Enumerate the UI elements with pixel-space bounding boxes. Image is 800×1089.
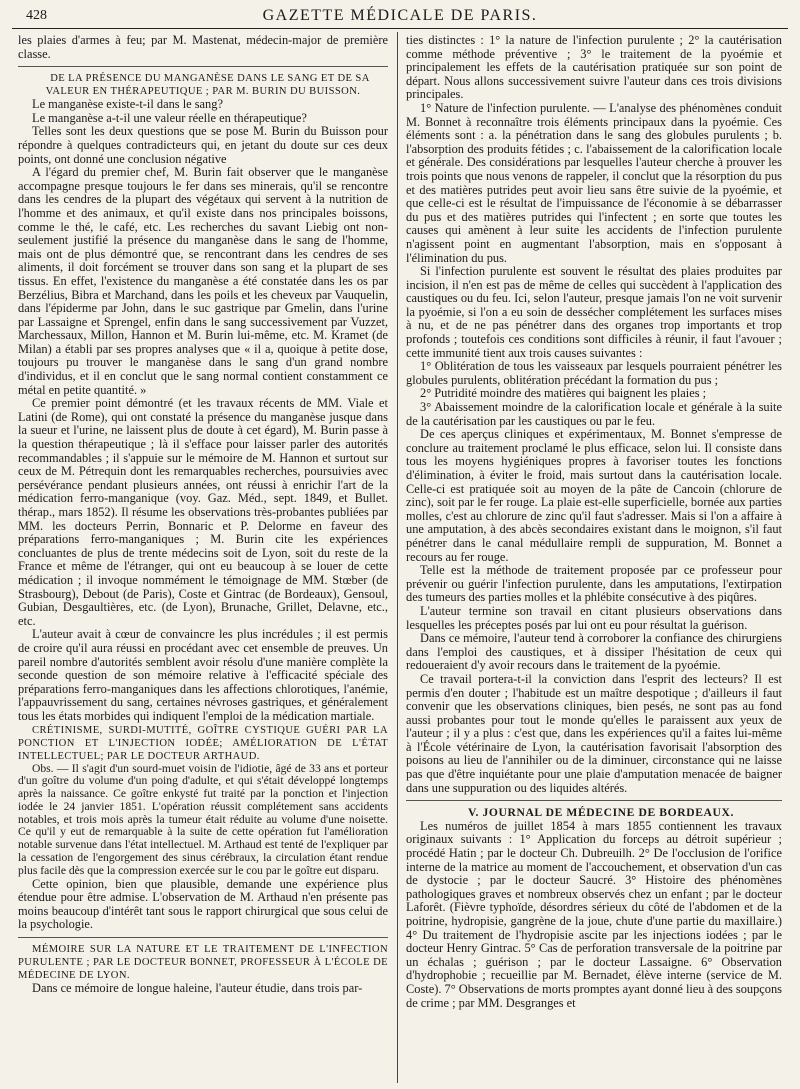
question-1: Le manganèse existe-t-il dans le sang? — [32, 97, 223, 112]
paragraph: Les numéros de juillet 1854 à mars 1855 contiennent les travaux originaux suivants : 1° Application du forceps au détroit supérieur ; procédé Hatin ; par le docteur Ch. Dubreuilh. 2° De l'occlusion de l'orifice interne de la matrice au moment de l'accouchement, et observation d'un cas de dystocie ; par le docteur Saucré. 3° Histoire des phénomènes pathologiques graves et nombreux observés chez un enfant ; par le docteur Laforêt. (Fièvre typhoïde, désordres sérieux du côté de l'abdomen et de la poitrine, hydropisie, gangrène de la joue, chute d'une partie du maxillaire.) 4° Du traitement de l'hydropisie ascite par les injections iodées ; par le docteur Henry Gintrac. 5° Cas de perforation transversale de la poitrine par un échalas ; guérison ; par le docteur Lassaigne. 6° Observation d'hydrophobie ; recueillie par M. Bernadet, élève interne (service de M. Coste). 7° Observations de morts promptes ayant donné lieu à des soupçons de crime ; par MM. Desgranges et — [406, 818, 782, 1010]
right-column — [406, 34, 782, 1085]
left-column — [18, 34, 388, 1085]
paragraph: Dans ce mémoire de longue haleine, l'auteur étudie, dans trois par- — [32, 981, 363, 996]
heading-cretinisme: CRÉTINISME, SURDI-MUTITÉ, GOÎTRE CYSTIQUE GUÉRI PAR LA PONCTION ET L'INJECTION IODÉE; AMÉLIORATION DE L'ÉTAT INTELLECTUEL; PAR LE DOCTEUR ARTHAUD. — [18, 724, 388, 762]
list-item: 3° Abaissement moindre de la calorification locale et générale à la suite de la cautérisation par les caustiques ou par le feu. — [406, 400, 782, 428]
rule — [18, 66, 388, 67]
paragraph: Si l'infection purulente est souvent le résultat des plaies produites par incision, il n'en est pas de même de celles qui succèdent à l'application des caustiques ou du feu. Ici, selon l'auteur, presque jamais l'on ne voit survenir la pyoémie, si l'on a eu soin de dessécher complétement les surfaces mises à nu, et de ne pas pénétrer dans des organes trop importants et trop profonds ; toutefois ces conditions sont difficiles à réunir, il faut l'avouer ; cette immunité tient aux trois causes suivantes : — [406, 264, 782, 360]
paragraph: Ce travail portera-t-il la conviction dans l'esprit des lecteurs? Il est permis d'en douter ; l'habitude est un maître despotique ; d'ailleurs il faut convenir que les observations cliniques, bien pesés, ne sont pas au fond aussi probantes pour tout le monde qu'elles le paraissent aux yeux de l'auteur ; il y a plus : c'est que, dans les expériences qu'il a faites lui-même à l'École vétérinaire de Lyon, la cautérisation favorisait l'absorption des poisons au lieu de l'annihiler ou de la diminuer, circonstance qui ne laisse pas que d'être inquiétante pour une plaie d'amputation menacée de baigner dans une suppuration ou des liquides altérés. — [406, 671, 782, 795]
page-number: 428 — [26, 8, 47, 23]
paragraph: 1° Nature de l'infection purulente. — L'analyse des phénomènes conduit M. Bonnet à reconnaître trois éléments principaux dans la pyoémie. Ces éléments sont : a. la pénétration dans le sang des globules purulents ; b. l'absorption des produits fétides ; c. l'abaissement de la calorification locale et générale. Des considérations par lesquelles l'auteur cherche à prouver les trois points que nous venons de rappeler, il conclut que la résorption du pus et des matières putrides peut avoir lieu sans être suivie de la pyoémie, et que celle-ci est le résultat de l'impuissance de l'économie à se débarrasser du pus et des matières putrides qui l'infectent ; en sorte que toutes les causes qui amènent à leur suite les accidents de l'infection purulente n'agissent point en augmentant l'absorption, mais en s'opposant à l'élimination du pus. — [406, 100, 782, 265]
intro-text: les plaies d'armes à feu; par M. Mastenat, médecin-major de première classe. — [18, 34, 388, 61]
column-divider — [397, 32, 398, 1083]
paragraph: L'auteur termine son travail en citant plusieurs observations dans lesquelles les préceptes posés par lui ont eu pour résultat la guérison. — [406, 603, 782, 632]
paragraph: Ce premier point démontré (et les travaux récents de MM. Viale et Latini (de Rome), qui ont constaté la présence du manganèse jusque dans la sueur et l'urine, ne laissent plus de doute à cet égard), M. Burin passe à la question thérapeutique ; là il s'efface pour laisser parler des autorités recommandables ; il s'appuie sur le mémoire de M. Hannon et surtout sur ceux de M. Pétrequin dont les remarquables recherches, poursuivies avec persévérance pendant plusieurs années, ont réussi à enrichir l'art de la médication ferro-manganique (voy. Gaz. Méd., sept. 1849, et Bullet. thérap., mars 1852). Il résume les observations très-probantes publiées par MM. les docteurs Perrin, Bonnaric et P. Delorme en faveur des préparations ferro-manganiques ; M. Burin cite les expériences concluantes de plus de trente médecins soit de Lyon, soit du reste de la France et même de l'étranger, qui ont eu beaucoup à se louer de cette médication ; il invoque nommément le témoignage de MM. Stœber (de Strasbourg), Debout (de Paris), Coste et Gintrac (de Bordeaux), Gensoul, Gubian, Desgaultières, etc. (de Lyon), Brunache, Grillet, Delavne, etc., etc. — [18, 396, 388, 628]
observation-text: Obs. — Il s'agit d'un sourd-muet voisin de l'idiotie, âgé de 33 ans et porteur d'un goître du volume d'un poing d'adulte, et qui s'était développé longtemps après la naissance. Ce goître enkysté fut traité par la ponction et l'injection iodée le 24 janvier 1851. L'opération réussit complétement sans accidents notables, et trois mois après la tumeur était réduite au volume d'une noisette. Ce qu'il y eut de remarquable à la suite de cette opération fut l'amélioration notable survenue dans l'état intellectuel. M. Arthaud est tenté de l'expliquer par la cessation de l'engorgement des sinus cérébraux, la circulation étant rendue plus facile dès que la compression exercée sur le cou par le goître eut disparu. — [18, 761, 388, 877]
list-item: 1° Oblitération de tous les vaisseaux par lesquels pourraient pénétrer les globules purulents, oblitération précédant la formation du pus ; — [406, 359, 782, 387]
heading-manganese: DE LA PRÉSENCE DU MANGANÈSE DANS LE SANG ET DE SA VALEUR EN THÉRAPEUTIQUE ; PAR M. BURIN DU BUISSON. — [45, 73, 370, 98]
paragraph: Telles sont les deux questions que se pose M. Burin du Buisson pour répondre à quelques contradicteurs qui, en jetant du doute sur ces deux points, ont donné une conclusion négative — [18, 124, 388, 166]
paragraph: Cette opinion, bien que plausible, demande une expérience plus étendue pour être admise. L'observation de M. Arthaud n'en présente pas moins beaucoup d'intérêt tant sous le rapport chirurgical que sous celui de la psychologie. — [18, 876, 388, 932]
paragraph: A l'égard du premier chef, M. Burin fait observer que le manganèse accompagne presque toujours le fer dans ses minerais, qu'il se rencontre dans les cendres de la plupart des végétaux qui servent à la nutrition de l'homme et des animaux, et qu'il existe dans nos principales boissons, comme le thé, le café, etc. Les recherches du savant Liebig ont non-seulement justifié la présence du manganèse dans le sang de l'homme, mais ont de plus démontré que, se rencontrant dans les cendres de ses aliments, il doit forcément se trouver dans son sang et la plupart de ses tissus. En effet, l'existence du manganèse a été constatée dans les os par Berzélius, Bibra et Marchand, dans les poils et les cheveux par Vauquelin, dans l'épiderme par John, dans le suc gastrique par Gmelin, dans l'urine par Lassaigne et Sprengel, enfin dans le sang successivement par Vuzzet, Marchessaux, Millon, Hannon et M. Burin lui-même, etc. M. Kramet (de Milan) a établi par ses propres analyses que « il a, quoique à petite dose, toujours pu trouver le manganèse dans le sang d'un grand nombre d'individus, et il en conclut que le sang normal contient constamment ce métal en petite quantité. » — [18, 165, 388, 397]
rule — [18, 937, 388, 938]
paragraph: Dans ce mémoire, l'auteur tend à corroborer la confiance des chirurgiens dans l'emploi des caustiques, et à dissiper l'hésitation de ceux qui redoueraient d'y avoir recours dans le traitement de la pyoémie. — [406, 631, 782, 673]
list-item: 2° Putridité moindre des matières qui baignent les plaies ; — [420, 386, 707, 401]
paragraph: ties distinctes : 1° la nature de l'infection purulente ; 2° la cautérisation comme méthode préventive ; 3° le traitement de la pyoémie et principalement les effets de la cautérisation pratiquée sur son point de départ. Nous allons successivement suivre l'auteur dans ces trois divisions principales. — [406, 34, 782, 102]
journal-title: GAZETTE MÉDICALE DE PARIS. — [262, 7, 538, 24]
rule — [406, 800, 782, 801]
running-header — [12, 4, 788, 29]
paragraph: De ces aperçus cliniques et expérimentaux, M. Bonnet s'empresse de conclure au traitement proclamé le plus efficace, selon lui. Il consiste dans tous les moyens hygiéniques propres à favoriser toutes les fonctions d'élimination, à éviter le froid, mais surtout dans la cautérisation locale. Celle-ci est pratiquée soit au moyen de la pâte de Cancoin (chlorure de zinc), soit par le fer rouge. La plaie est-elle superficielle, bornée aux parties molles, c'est au chlorure de zinc qu'il faut s'adresser. Mais si l'on a affaire à une amputation, à des abcès secondaires existant dans le moignon, s'il faut pénétrer dans le canal médullaire rempli de suppuration, M. Bonnet a recours au fer rouge. — [406, 427, 782, 564]
section-heading-bordeaux: V. JOURNAL DE MÉDECINE DE BORDEAUX. — [468, 806, 734, 820]
paragraph: Telle est la méthode de traitement proposée par ce professeur pour prévenir ou guérir l'infection purulente, dans les amputations, l'extirpation des tumeurs des parties molles et la phlébite consécutive à des piqûres. — [406, 563, 782, 605]
question-2: Le manganèse a-t-il une valeur réelle en thérapeutique? — [32, 110, 307, 125]
paragraph: L'auteur avait à cœur de convaincre les plus incrédules ; il est permis de croire qu'il aura réussi en procédant avec cet ensemble de preuves. Un pareil nombre d'autorités semblent avoir résolu d'une manière complète la seconde question de son mémoire relative à l'efficacité spéciale des préparations ferro-manganiques dans les affections chlorotiques, l'anémie, l'appauvrissement du sang, certaines névroses gastriques, et généralement tous les états morbides qui indiquent l'emploi de la médication martiale. — [18, 627, 388, 723]
heading-infection: MÉMOIRE SUR LA NATURE ET LE TRAITEMENT DE L'INFECTION PURULENTE ; PAR LE DOCTEUR BONNET, PROFESSEUR À L'ÉCOLE DE MÉDECINE DE LYON. — [18, 944, 388, 982]
